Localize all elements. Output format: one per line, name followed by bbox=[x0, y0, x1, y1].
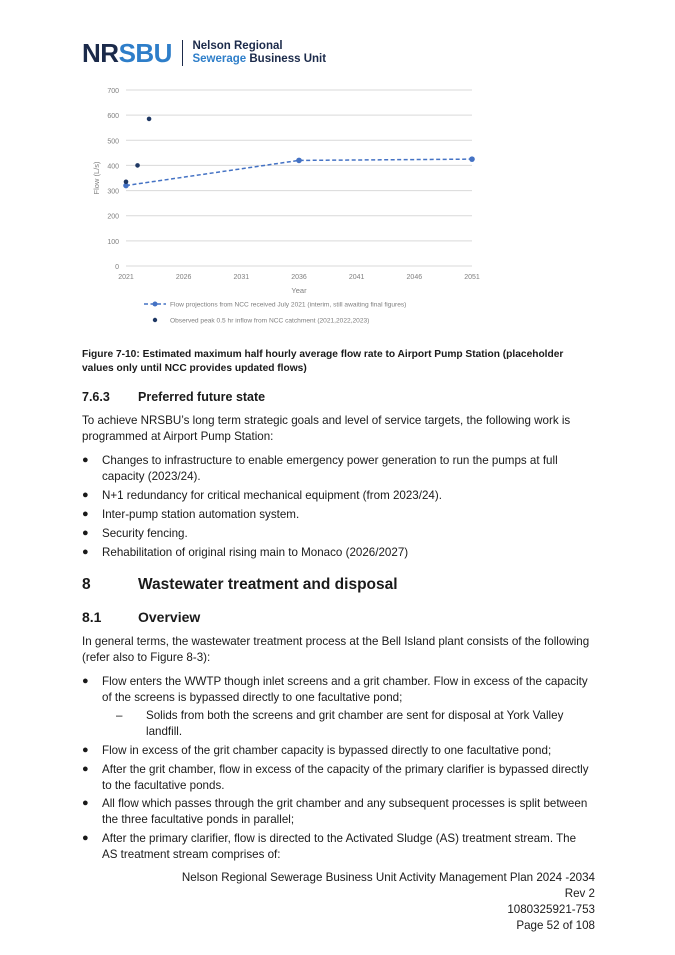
heading-title: Preferred future state bbox=[138, 390, 266, 404]
heading-number: 7.6.3 bbox=[82, 390, 110, 404]
list-item-text: N+1 redundancy for critical mechanical equipment (from 2023/24). bbox=[102, 489, 442, 502]
x-tick-label: 2026 bbox=[175, 274, 192, 281]
heading-title: Overview bbox=[138, 609, 201, 625]
logo-wordmark-part1: NR bbox=[82, 38, 119, 68]
list-item-text: After the primary clarifier, flow is directed to the Activated Sludge (AS) treatment stream. The AS treatment stream comprises of: bbox=[102, 832, 577, 861]
flow-chart bbox=[82, 82, 502, 332]
y-tick-label: 500 bbox=[107, 138, 119, 146]
footer-revision: Rev 2 bbox=[564, 887, 595, 900]
y-tick-label: 200 bbox=[107, 213, 119, 221]
list-item bbox=[82, 762, 602, 793]
logo-org-line2-rest: Business Unit bbox=[246, 53, 327, 65]
list-item bbox=[82, 674, 602, 705]
paragraph-7-6-3-intro: To achieve NRSBU’s long term strategic goals and level of service targets, the following work is programmed at Airport Pump Station: bbox=[82, 414, 571, 443]
logo-wordmark bbox=[82, 40, 172, 66]
sub-list-item bbox=[116, 708, 576, 739]
list-item bbox=[82, 526, 602, 542]
paragraph-8-1-intro: In general terms, the wastewater treatment process at the Bell Island plant consists of the following (refer also to Figure 8-3): bbox=[82, 635, 590, 664]
dash-icon: – bbox=[116, 709, 123, 722]
x-tick-label: 2031 bbox=[233, 274, 250, 281]
footer-page-number: Page 52 of 108 bbox=[516, 919, 595, 932]
list-item-text: Inter-pump station automation system. bbox=[102, 508, 300, 521]
bullet-icon: ● bbox=[82, 675, 89, 687]
list-item bbox=[82, 796, 602, 827]
y-tick-label: 300 bbox=[107, 188, 119, 196]
list-item-text: All flow which passes through the grit chamber and any subsequent processes is split between the three facultative ponds in parallel; bbox=[102, 797, 588, 826]
projection-point bbox=[469, 156, 475, 162]
observed-point bbox=[124, 179, 129, 184]
footer-plan-title: Nelson Regional Sewerage Business Unit Activity Management Plan 2024 -2034 bbox=[181, 871, 595, 884]
x-axis-label: Year bbox=[291, 286, 307, 295]
list-item-text: After the grit chamber, flow in excess of the capacity of the primary clarifier is bypassed directly to the facultative ponds. bbox=[102, 763, 589, 792]
nrsbu-logo bbox=[82, 36, 326, 70]
list-item bbox=[82, 453, 602, 484]
figure-caption: Figure 7-10: Estimated maximum half hourly average flow rate to Airport Pump Station (placeholder values only until NCC provides updated flows) bbox=[82, 349, 564, 374]
y-tick-label: 400 bbox=[107, 163, 119, 171]
projection-point bbox=[296, 158, 302, 164]
legend-projection-marker bbox=[153, 302, 158, 307]
bullet-icon: ● bbox=[82, 546, 89, 558]
page-footer bbox=[182, 870, 595, 934]
legend-projection-label: Flow projections from NCC received July 2021 (interim, still awaiting final figures) bbox=[170, 301, 407, 309]
bullet-icon: ● bbox=[82, 744, 89, 756]
y-axis-label: Flow (L/s) bbox=[92, 161, 101, 195]
legend-observed-label: Observed peak 0.5 hr inflow from NCC catchment (2021,2022,2023) bbox=[170, 317, 370, 325]
heading-8-1 bbox=[82, 609, 200, 625]
footer-doc-number: 1080325921-753 bbox=[507, 903, 595, 916]
list-item-text: Security fencing. bbox=[102, 527, 188, 540]
y-tick-label: 100 bbox=[107, 238, 119, 246]
observed-point bbox=[135, 163, 140, 168]
list-item-text: Flow enters the WWTP though inlet screens and a grit chamber. Flow in excess of the capacity of the screens is bypassed directly to one facultative pond; bbox=[102, 675, 588, 704]
sub-list-item-text: Solids from both the screens and grit chamber are sent for disposal at York Valley landfill. bbox=[146, 709, 564, 738]
list-item bbox=[82, 743, 602, 759]
logo-org-line2-accent: Sewerage bbox=[192, 53, 247, 65]
heading-7-6-3 bbox=[82, 390, 265, 404]
bullet-icon: ● bbox=[82, 489, 89, 501]
observed-point bbox=[147, 117, 152, 122]
bullet-icon: ● bbox=[82, 527, 89, 539]
bullet-icon: ● bbox=[82, 832, 89, 844]
x-tick-label: 2036 bbox=[291, 274, 307, 281]
logo-org-line1: Nelson Regional bbox=[192, 40, 283, 52]
list-item-text: Rehabilitation of original rising main to Monaco (2026/2027) bbox=[102, 546, 409, 559]
x-tick-label: 2046 bbox=[406, 274, 423, 281]
list-item-text: Flow in excess of the grit chamber capacity is bypassed directly to one facultative pond; bbox=[102, 744, 552, 757]
x-tick-label: 2041 bbox=[348, 274, 365, 281]
heading-title: Wastewater treatment and disposal bbox=[138, 576, 398, 593]
list-item bbox=[82, 507, 602, 523]
list-item bbox=[82, 488, 602, 504]
y-tick-label: 600 bbox=[107, 113, 119, 121]
list-item bbox=[82, 831, 602, 862]
x-tick-label: 2021 bbox=[118, 274, 134, 281]
heading-number: 8 bbox=[82, 576, 91, 593]
bullet-icon: ● bbox=[82, 797, 89, 809]
x-tick-label: 2051 bbox=[464, 274, 480, 281]
logo-wordmark-part2: SBU bbox=[118, 38, 172, 68]
bullet-icon: ● bbox=[82, 454, 89, 466]
bullet-icon: ● bbox=[82, 508, 89, 520]
logo-divider bbox=[182, 40, 184, 66]
y-tick-label: 0 bbox=[115, 264, 119, 271]
bullet-icon: ● bbox=[82, 763, 89, 775]
logo-org-name bbox=[192, 40, 326, 66]
list-item bbox=[82, 545, 602, 561]
heading-8 bbox=[82, 576, 398, 594]
heading-number: 8.1 bbox=[82, 609, 102, 625]
legend-observed-marker bbox=[153, 318, 157, 322]
list-item-text: Changes to infrastructure to enable emergency power generation to run the pumps at full capacity (2023/24). bbox=[102, 454, 558, 483]
y-tick-label: 700 bbox=[107, 88, 119, 95]
